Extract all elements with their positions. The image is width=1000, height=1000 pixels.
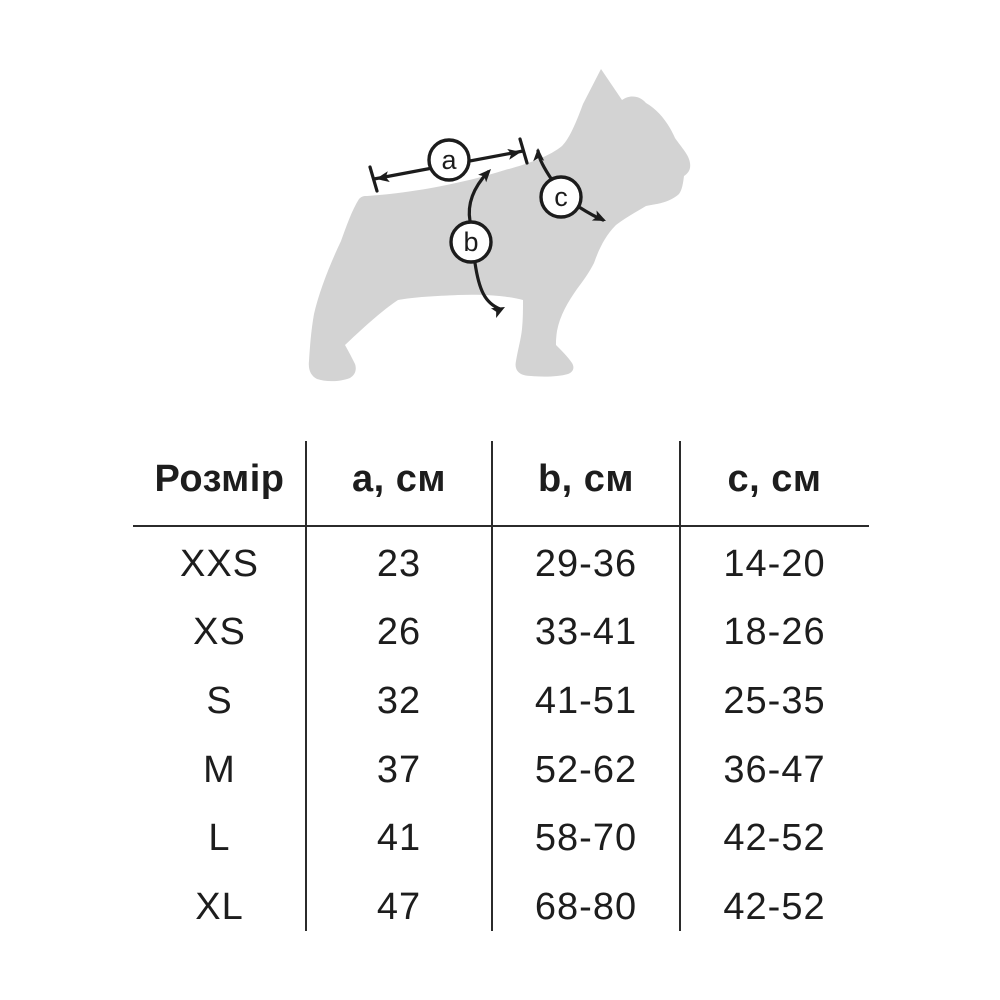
a-cell: 41 <box>376 817 422 860</box>
size-cell: XS <box>193 611 246 654</box>
b-cell: 33-41 <box>534 611 638 654</box>
a-cell: 47 <box>376 885 422 928</box>
c-cell: 14-20 <box>723 542 826 585</box>
header-c: c, см <box>727 458 822 500</box>
size-cell: XXS <box>179 542 260 585</box>
label-c-text: c <box>554 182 568 212</box>
c-cell: 42-52 <box>723 885 826 928</box>
header-b: b, см <box>537 458 635 500</box>
label-a-text: a <box>441 145 457 175</box>
a-cell: 23 <box>376 542 422 585</box>
b-cell: 58-70 <box>534 817 638 860</box>
header-size: Розмір <box>154 458 285 500</box>
size-cell: XL <box>195 885 244 928</box>
b-cell: 29-36 <box>534 542 638 585</box>
dog-measurement-diagram <box>295 55 705 405</box>
size-cell: S <box>206 679 233 722</box>
a-cell: 26 <box>376 611 422 654</box>
b-cell: 41-51 <box>534 679 638 722</box>
c-cell: 25-35 <box>723 679 826 722</box>
size-cell: M <box>203 748 236 791</box>
b-cell: 52-62 <box>534 748 638 791</box>
a-cell: 37 <box>376 748 422 791</box>
c-cell: 36-47 <box>723 748 826 791</box>
a-cell: 32 <box>376 679 422 722</box>
c-cell: 42-52 <box>723 817 826 860</box>
size-cell: L <box>208 817 231 860</box>
c-cell: 18-26 <box>723 611 826 654</box>
size-table <box>133 441 869 938</box>
dog-silhouette-icon <box>309 69 690 381</box>
label-b-text: b <box>463 227 479 257</box>
b-cell: 68-80 <box>534 885 638 928</box>
header-a: a, см <box>352 458 446 500</box>
